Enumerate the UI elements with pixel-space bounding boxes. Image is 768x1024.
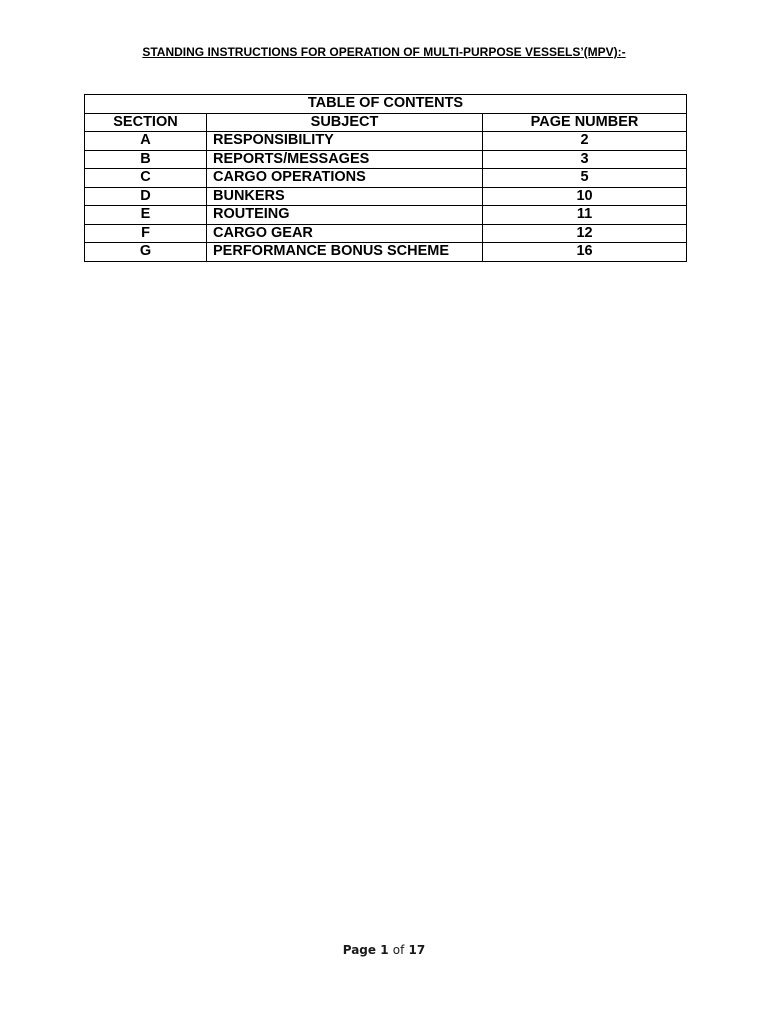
toc-caption-row: [85, 95, 687, 114]
footer-current-page: 1: [380, 943, 389, 957]
footer-total-pages: 17: [408, 943, 426, 957]
table-row: [85, 206, 687, 225]
row-section: B: [85, 150, 207, 169]
row-section: A: [85, 132, 207, 151]
header-section: SECTION: [85, 113, 207, 132]
row-subject: ROUTEING: [207, 206, 483, 225]
toc-header-row: [85, 113, 687, 132]
table-row: [85, 169, 687, 188]
table-row: [85, 150, 687, 169]
table-row: [85, 243, 687, 262]
header-subject: SUBJECT: [207, 113, 483, 132]
toc-body: [85, 95, 687, 262]
table-of-contents: [84, 94, 687, 262]
row-subject: CARGO GEAR: [207, 224, 483, 243]
document-title: STANDING INSTRUCTIONS FOR OPERATION OF MULTI-PURPOSE VESSELS’(MPV):-: [142, 45, 626, 59]
footer-of-word: of: [392, 943, 405, 957]
page-footer: [0, 943, 768, 957]
row-page-number: 3: [483, 150, 687, 169]
table-row: [85, 132, 687, 151]
row-page-number: 5: [483, 169, 687, 188]
row-page-number: 12: [483, 224, 687, 243]
row-subject: REPORTS/MESSAGES: [207, 150, 483, 169]
row-section: G: [85, 243, 207, 262]
row-subject: PERFORMANCE BONUS SCHEME: [207, 243, 483, 262]
row-section: D: [85, 187, 207, 206]
row-section: F: [85, 224, 207, 243]
row-page-number: 11: [483, 206, 687, 225]
row-page-number: 2: [483, 132, 687, 151]
table-row: [85, 224, 687, 243]
toc-caption: TABLE OF CONTENTS: [85, 95, 687, 114]
row-page-number: 10: [483, 187, 687, 206]
row-subject: BUNKERS: [207, 187, 483, 206]
row-section: C: [85, 169, 207, 188]
row-page-number: 16: [483, 243, 687, 262]
header-page-number: PAGE NUMBER: [483, 113, 687, 132]
row-subject: CARGO OPERATIONS: [207, 169, 483, 188]
table-row: [85, 187, 687, 206]
row-subject: RESPONSIBILITY: [207, 132, 483, 151]
footer-page-word: Page: [342, 943, 377, 957]
row-section: E: [85, 206, 207, 225]
